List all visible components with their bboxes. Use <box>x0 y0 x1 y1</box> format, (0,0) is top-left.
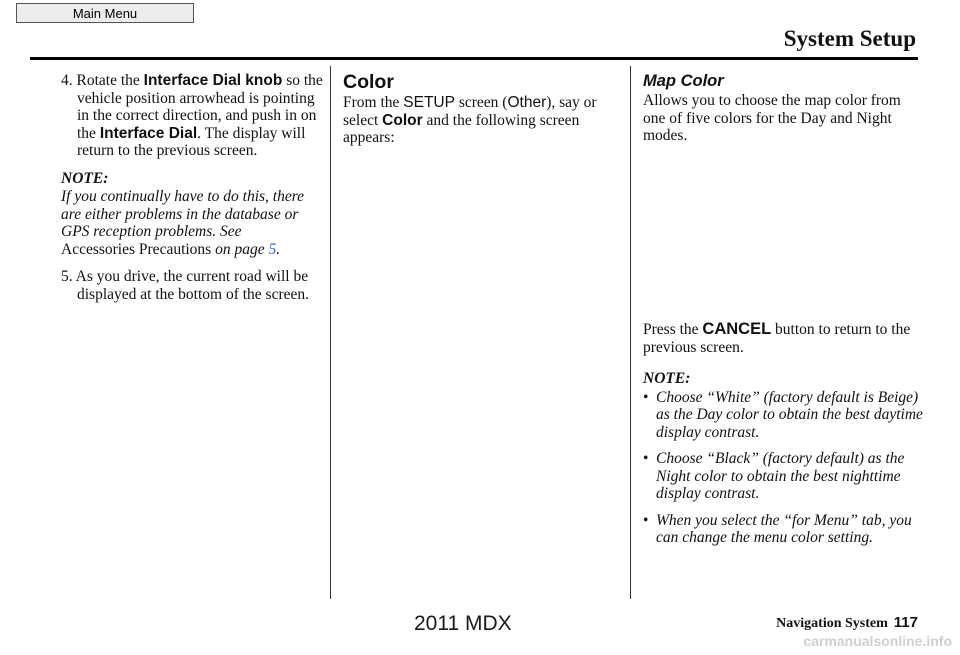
bullet-icon: • <box>643 450 649 467</box>
list-item: • Choose “Black” (factory default) as the Night color to obtain the best nighttime display contrast. <box>643 450 905 502</box>
footer-model: 2011 MDX <box>414 612 512 635</box>
list-item: • When you select the “for Menu” tab, you can change the menu color setting. <box>643 511 912 546</box>
map-color-notes <box>643 370 923 556</box>
step-4: 4. Rotate the Interface Dial knob so the vehicle position arrowhead is pointing in the correct direction, and push in on the Interface Dial. The display will return to the previous screen. <box>61 72 323 159</box>
watermark: carmanualsonline.info <box>803 633 952 649</box>
interface-dial-knob-label: Interface Dial knob <box>143 72 283 89</box>
map-color-intro: Allows you to choose the map color from one of five colors for the Day and Night modes. <box>643 92 901 144</box>
step-5: 5. As you drive, the current road will be displayed at the bottom of the screen. <box>61 268 310 303</box>
column-1 <box>61 72 323 313</box>
page-number: 117 <box>893 614 918 631</box>
main-menu-button[interactable]: Main Menu <box>16 3 194 23</box>
footer-page-label: Navigation System 117 <box>776 614 918 631</box>
color-intro: From the SETUP screen (Other), say or select Color and the following screen appears: <box>343 94 597 146</box>
column-divider-left <box>330 66 331 599</box>
page-title: System Setup <box>783 26 916 51</box>
note-title: NOTE: <box>643 370 691 387</box>
list-item: • Choose “White” (factory default is Beige) as the Day color to obtain the best daytime display contrast. <box>643 388 923 441</box>
bullet-icon: • <box>643 511 649 529</box>
bullet-icon: • <box>643 388 649 406</box>
color-option-label: Color <box>382 111 423 129</box>
other-label: Other <box>507 94 547 111</box>
note-title: NOTE: <box>61 169 109 187</box>
cancel-button-label: CANCEL <box>702 320 772 338</box>
cancel-instruction: Press the CANCEL button to return to the previous screen. <box>643 320 911 356</box>
column-divider-right <box>630 66 631 599</box>
color-heading: Color <box>343 71 394 93</box>
page-5-link[interactable]: 5 <box>268 240 277 258</box>
accessories-precautions-ref: Accessories Precautions <box>61 240 212 258</box>
map-color-heading: Map Color <box>643 72 724 90</box>
note-body: If you continually have to do this, there are either problems in the database or GPS reception problems. See Accessories Precautions on page 5. <box>61 188 305 258</box>
interface-dial-label: Interface Dial <box>99 124 198 142</box>
column-3 <box>643 72 923 145</box>
setup-label: SETUP <box>403 94 455 111</box>
title-rule <box>30 57 918 60</box>
column-2 <box>343 72 613 147</box>
